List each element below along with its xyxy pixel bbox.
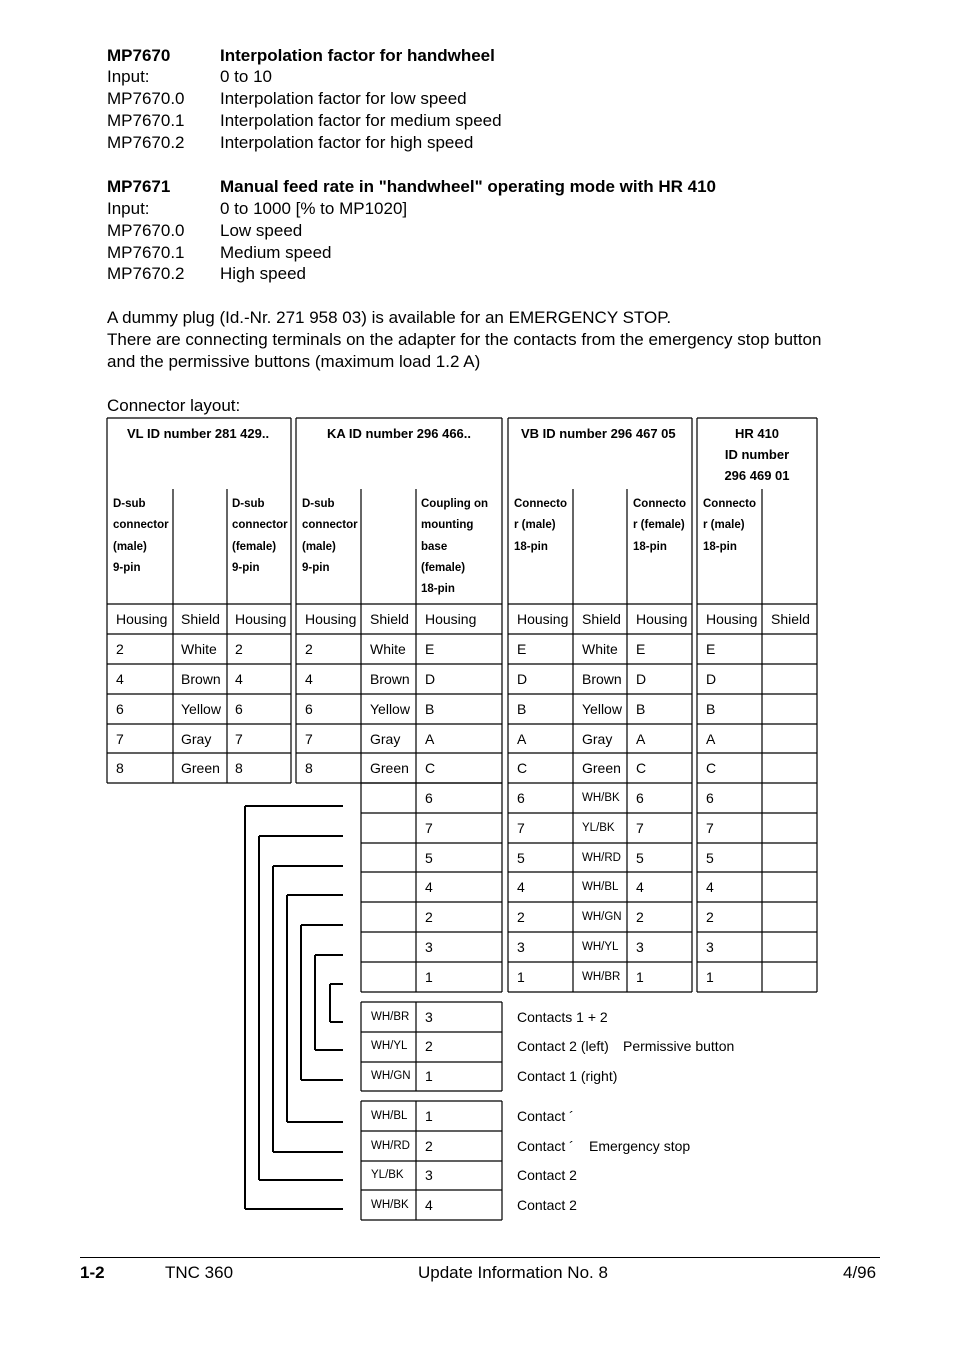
ka-row-1-male: 2	[305, 641, 313, 657]
permissive-row-2-label: Contact 2 (left)	[517, 1038, 609, 1054]
footer-doc-title: Update Information No. 8	[418, 1263, 608, 1282]
subheader-hr-male: Connecto r (male) 18-pin	[703, 498, 757, 553]
emergency-row-4-color: WH/BK	[371, 1199, 409, 1211]
vb-row-4-male: A	[517, 731, 527, 747]
vl-row-2-female: 4	[235, 671, 243, 687]
mp7671-key-1: MP7670.0	[107, 221, 185, 240]
ka-row-3-male: 6	[305, 701, 313, 717]
vb-row-11-wire: WH/YL	[582, 941, 619, 953]
permissive-row-3-color: WH/GN	[371, 1070, 411, 1082]
mp7671-value-0: 0 to 1000 [% to MP1020]	[220, 199, 408, 218]
vb-row-6-female: 6	[636, 790, 644, 806]
vb-row-5-male: C	[517, 760, 528, 776]
vb-row-3-male: B	[517, 701, 527, 717]
vb-row-12-wire: WH/BR	[582, 971, 621, 983]
vl-row-1-wire: White	[181, 641, 217, 657]
mp7670-key-1: MP7670.0	[107, 89, 185, 108]
ka-row-5-wire: Green	[370, 760, 409, 776]
mp7671-key-3: MP7670.2	[107, 264, 185, 283]
ka-row-5-male: 8	[305, 760, 313, 776]
col-vb-shield: Shield	[582, 611, 621, 627]
vb-row-12-male: 1	[517, 969, 525, 985]
vb-row-4-female: A	[636, 731, 646, 747]
subheader-ka-male: D-sub connector (male) 9-pin	[302, 498, 358, 574]
hr-row-8: 5	[706, 850, 714, 866]
emergency-row-2-label: Contact ´	[517, 1138, 574, 1154]
ka-row-4-male: 7	[305, 731, 313, 747]
subheader-vl-female: D-sub connector (female) 9-pin	[232, 498, 288, 574]
vb-row-2-male: D	[517, 671, 528, 687]
subheader-vl-male: D-sub connector (male) 9-pin	[113, 498, 169, 574]
ka-row-4-coupling: A	[425, 731, 435, 747]
header-hr: HR 410 ID number 296 469 01	[724, 426, 790, 483]
vb-row-11-male: 3	[517, 939, 525, 955]
col-vb-housing-1: Housing	[517, 611, 569, 627]
hr-row-1: E	[706, 641, 716, 657]
mp7670-title: Interpolation factor for handwheel	[220, 46, 495, 65]
vb-row-7-wire: YL/BK	[582, 822, 615, 834]
mp7670-key-3: MP7670.2	[107, 133, 185, 152]
mp7670-value-0: 0 to 10	[220, 67, 272, 86]
vb-row-5-female: C	[636, 760, 647, 776]
ka-extra-pin-4: 4	[425, 879, 433, 895]
vl-row-4-male: 7	[116, 731, 124, 747]
permissive-row-1-color: WH/BR	[371, 1011, 410, 1023]
vl-row-5-wire: Green	[181, 760, 220, 776]
hr-row-5: C	[706, 760, 717, 776]
vb-row-2-female: D	[636, 671, 647, 687]
col-ka-housing-2: Housing	[425, 611, 477, 627]
emergency-row-2-pin: 2	[425, 1138, 433, 1154]
hr-row-3: B	[706, 701, 716, 717]
vl-row-3-wire: Yellow	[181, 701, 221, 717]
hr-row-10: 2	[706, 909, 714, 925]
vb-row-10-female: 2	[636, 909, 644, 925]
ka-row-2-male: 4	[305, 671, 313, 687]
connector-layout-label: Connector layout:	[107, 396, 241, 415]
mp7671-key-0: Input:	[107, 199, 150, 218]
emergency-row-1-label: Contact ´	[517, 1108, 574, 1124]
vl-row-2-male: 4	[116, 671, 124, 687]
ka-row-3-coupling: B	[425, 701, 435, 717]
col-vl-housing-2: Housing	[235, 611, 287, 627]
ka-extra-pin-3: 5	[425, 850, 433, 866]
mp7670-value-2: Interpolation factor for medium speed	[220, 111, 502, 130]
mp7670-value-1: Interpolation factor for low speed	[220, 89, 467, 108]
vb-row-7-female: 7	[636, 820, 644, 836]
hr-row-11: 3	[706, 939, 714, 955]
mp7670-value-3: Interpolation factor for high speed	[220, 133, 474, 152]
permissive-row-3-pin: 1	[425, 1068, 433, 1084]
subheader-vb-male: Connecto r (male) 18-pin	[514, 498, 568, 553]
ka-extra-pin-6: 3	[425, 939, 433, 955]
vl-row-2-wire: Brown	[181, 671, 221, 687]
permissive-row-1-pin: 3	[425, 1009, 433, 1025]
ka-row-4-wire: Gray	[370, 731, 401, 747]
vb-row-4-wire: Gray	[582, 731, 613, 747]
vb-row-6-male: 6	[517, 790, 525, 806]
ka-row-1-wire: White	[370, 641, 406, 657]
emergency-row-1-color: WH/BL	[371, 1110, 408, 1122]
mp7671-code: MP7671	[107, 177, 171, 196]
mp7671-value-1: Low speed	[220, 221, 303, 240]
hr-row-9: 4	[706, 879, 714, 895]
permissive-row-2-pin: 2	[425, 1038, 433, 1054]
vb-row-9-female: 4	[636, 879, 644, 895]
vb-row-8-wire: WH/RD	[582, 852, 621, 864]
mp7670-key-0: Input:	[107, 67, 150, 86]
permissive-row-3-label: Contact 1 (right)	[517, 1068, 618, 1084]
footer-rule	[80, 1257, 880, 1258]
ka-extra-pin-2: 7	[425, 820, 433, 836]
permissive-row-2-color: WH/YL	[371, 1040, 408, 1052]
paragraph-line-3: and the permissive buttons (maximum load 1.2 A)	[107, 352, 481, 371]
vb-row-3-female: B	[636, 701, 646, 717]
emergency-row-4-pin: 4	[425, 1197, 433, 1213]
subheader-vb-female: Connecto r (female) 18-pin	[633, 498, 687, 553]
col-vl-housing-1: Housing	[116, 611, 168, 627]
mp7671-value-2: Medium speed	[220, 243, 332, 262]
hr-row-12: 1	[706, 969, 714, 985]
vb-row-7-male: 7	[517, 820, 525, 836]
vl-row-1-male: 2	[116, 641, 124, 657]
vb-row-2-wire: Brown	[582, 671, 622, 687]
emergency-group-label: Emergency stop	[589, 1138, 691, 1154]
vl-row-5-female: 8	[235, 760, 243, 776]
paragraph-line-2: There are connecting terminals on the adapter for the contacts from the emergency stop button	[107, 330, 822, 349]
footer-product: TNC 360	[165, 1263, 234, 1282]
ka-extra-pin-5: 2	[425, 909, 433, 925]
footer-date: 4/96	[843, 1263, 877, 1282]
mp7670-key-2: MP7670.1	[107, 111, 185, 130]
col-vb-housing-2: Housing	[636, 611, 688, 627]
vb-row-8-male: 5	[517, 850, 525, 866]
col-hr-housing: Housing	[706, 611, 758, 627]
emergency-row-3-label: Contact 2	[517, 1167, 577, 1183]
paragraph-line-1: A dummy plug (Id.-Nr. 271 958 03) is available for an EMERGENCY STOP.	[107, 308, 672, 327]
vb-row-9-male: 4	[517, 879, 525, 895]
emergency-row-2-color: WH/RD	[371, 1140, 410, 1152]
vb-row-5-wire: Green	[582, 760, 621, 776]
vl-row-1-female: 2	[235, 641, 243, 657]
emergency-row-3-pin: 3	[425, 1167, 433, 1183]
hr-row-4: A	[706, 731, 716, 747]
header-ka: KA ID number 296 466..	[327, 426, 472, 441]
vb-row-9-wire: WH/BL	[582, 881, 619, 893]
hr-row-7: 7	[706, 820, 714, 836]
hr-row-2: D	[706, 671, 717, 687]
vb-row-10-wire: WH/GN	[582, 911, 622, 923]
ka-row-3-wire: Yellow	[370, 701, 410, 717]
vl-row-3-female: 6	[235, 701, 243, 717]
emergency-row-4-label: Contact 2	[517, 1197, 577, 1213]
vl-row-5-male: 8	[116, 760, 124, 776]
vb-row-1-female: E	[636, 641, 646, 657]
vb-row-3-wire: Yellow	[582, 701, 622, 717]
mp7671-key-2: MP7670.1	[107, 243, 185, 262]
vl-row-3-male: 6	[116, 701, 124, 717]
vb-row-8-female: 5	[636, 850, 644, 866]
col-hr-shield: Shield	[771, 611, 810, 627]
vb-row-12-female: 1	[636, 969, 644, 985]
vb-row-1-wire: White	[582, 641, 618, 657]
subheader-ka-coupling: Coupling on mounting base (female) 18-pin	[421, 498, 489, 596]
permissive-row-1-label: Contacts 1 + 2	[517, 1009, 608, 1025]
vb-row-10-male: 2	[517, 909, 525, 925]
ka-extra-pin-1: 6	[425, 790, 433, 806]
ka-row-2-wire: Brown	[370, 671, 410, 687]
vb-row-6-wire: WH/BK	[582, 792, 620, 804]
ka-row-5-coupling: C	[425, 760, 436, 776]
mp7671-title: Manual feed rate in "handwheel" operating mode with HR 410	[220, 177, 716, 196]
col-ka-housing-1: Housing	[305, 611, 357, 627]
mp7670-code: MP7670	[107, 46, 171, 65]
emergency-row-1-pin: 1	[425, 1108, 433, 1124]
header-vb: VB ID number 296 467 05	[521, 426, 676, 441]
emergency-row-3-color: YL/BK	[371, 1169, 404, 1181]
ka-extra-pin-7: 1	[425, 969, 433, 985]
header-vl: VL ID number 281 429..	[127, 426, 270, 441]
vb-row-11-female: 3	[636, 939, 644, 955]
permissive-group-label: Permissive button	[623, 1038, 735, 1054]
ka-row-2-coupling: D	[425, 671, 436, 687]
vl-row-4-female: 7	[235, 731, 243, 747]
hr-row-6: 6	[706, 790, 714, 806]
mp7671-value-3: High speed	[220, 264, 307, 283]
vb-row-1-male: E	[517, 641, 527, 657]
vl-row-4-wire: Gray	[181, 731, 212, 747]
footer-page-number: 1-2	[80, 1263, 105, 1282]
ka-row-1-coupling: E	[425, 641, 435, 657]
col-ka-shield: Shield	[370, 611, 409, 627]
col-vl-shield: Shield	[181, 611, 220, 627]
